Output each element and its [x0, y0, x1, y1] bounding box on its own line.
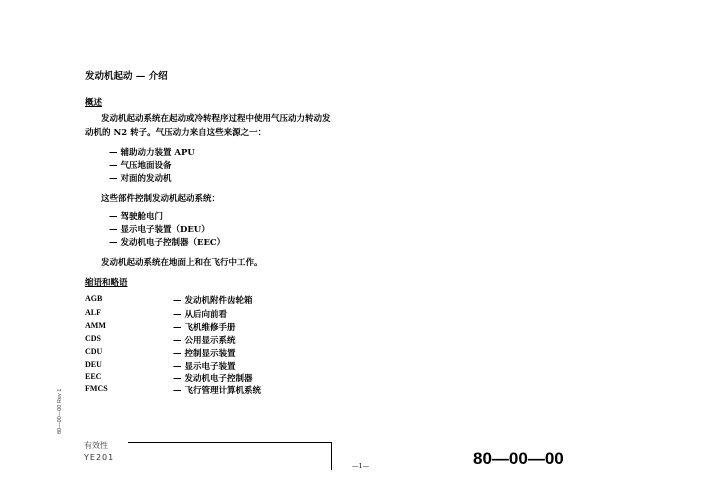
abbr-code: EEC — [85, 372, 102, 381]
chapter-number: 80—00—00 — [473, 449, 564, 468]
abbr-meaning: — 飞行管理计算机系统 — [173, 386, 261, 396]
operation-text: 发动机起动系统在地面上和在飞行中工作。 — [101, 258, 263, 268]
source-item-opposite-engine: — 对面的发动机 — [109, 174, 172, 184]
abbr-code: CDS — [85, 334, 102, 343]
revision-side-label: 80—00—00 Rev 1 — [57, 388, 63, 434]
control-intro: 这些部件控制发动机起动系统： — [101, 194, 221, 204]
overview-heading: 概述 — [85, 98, 103, 108]
abbreviations-heading: 缩语和略语 — [85, 278, 128, 288]
abbr-meaning: — 从后向前看 — [173, 310, 227, 320]
abbr-meaning: — 发动机附件齿轮箱 — [173, 296, 253, 306]
page-number: —1— — [352, 462, 370, 470]
abbr-code: ALF — [85, 308, 101, 317]
abbr-code: AMM — [85, 321, 106, 330]
abbr-code: DEU — [85, 360, 102, 369]
abbr-meaning: — 发动机电子控制器 — [173, 374, 253, 384]
abbr-meaning: — 飞机维修手册 — [173, 323, 236, 333]
footer-rule — [128, 442, 331, 443]
effectivity-value: YE201 — [84, 453, 115, 462]
abbr-meaning: — 控制显示装置 — [173, 349, 236, 359]
abbr-code: CDU — [85, 347, 103, 356]
page-title: 发动机起动 — 介绍 — [85, 71, 168, 82]
abbr-code: AGB — [85, 294, 103, 303]
source-item-apu: — 辅助动力装置 APU — [109, 148, 195, 158]
effectivity-label: 有效性 — [84, 441, 108, 450]
overview-paragraph — [85, 112, 370, 140]
control-item-eec: — 发动机电子控制器（EEC） — [109, 238, 226, 248]
source-item-ground: — 气压地面设备 — [109, 161, 172, 171]
abbr-meaning: — 显示电子装置 — [173, 362, 236, 372]
abbr-meaning: — 公用显示系统 — [173, 336, 236, 346]
control-item-switch: — 驾驶舱电门 — [109, 212, 163, 222]
overview-para-line-1: 发动机起动系统在起动或冷转程序过程中使用气压动力转动发 — [101, 114, 331, 124]
control-item-deu: — 显示电子装置（DEU） — [109, 225, 210, 235]
footer-divider — [331, 442, 332, 470]
overview-para-line-2: 动机的 N2 转子。气压动力来自这些来源之一： — [85, 128, 267, 138]
abbr-code: FMCS — [85, 384, 108, 393]
